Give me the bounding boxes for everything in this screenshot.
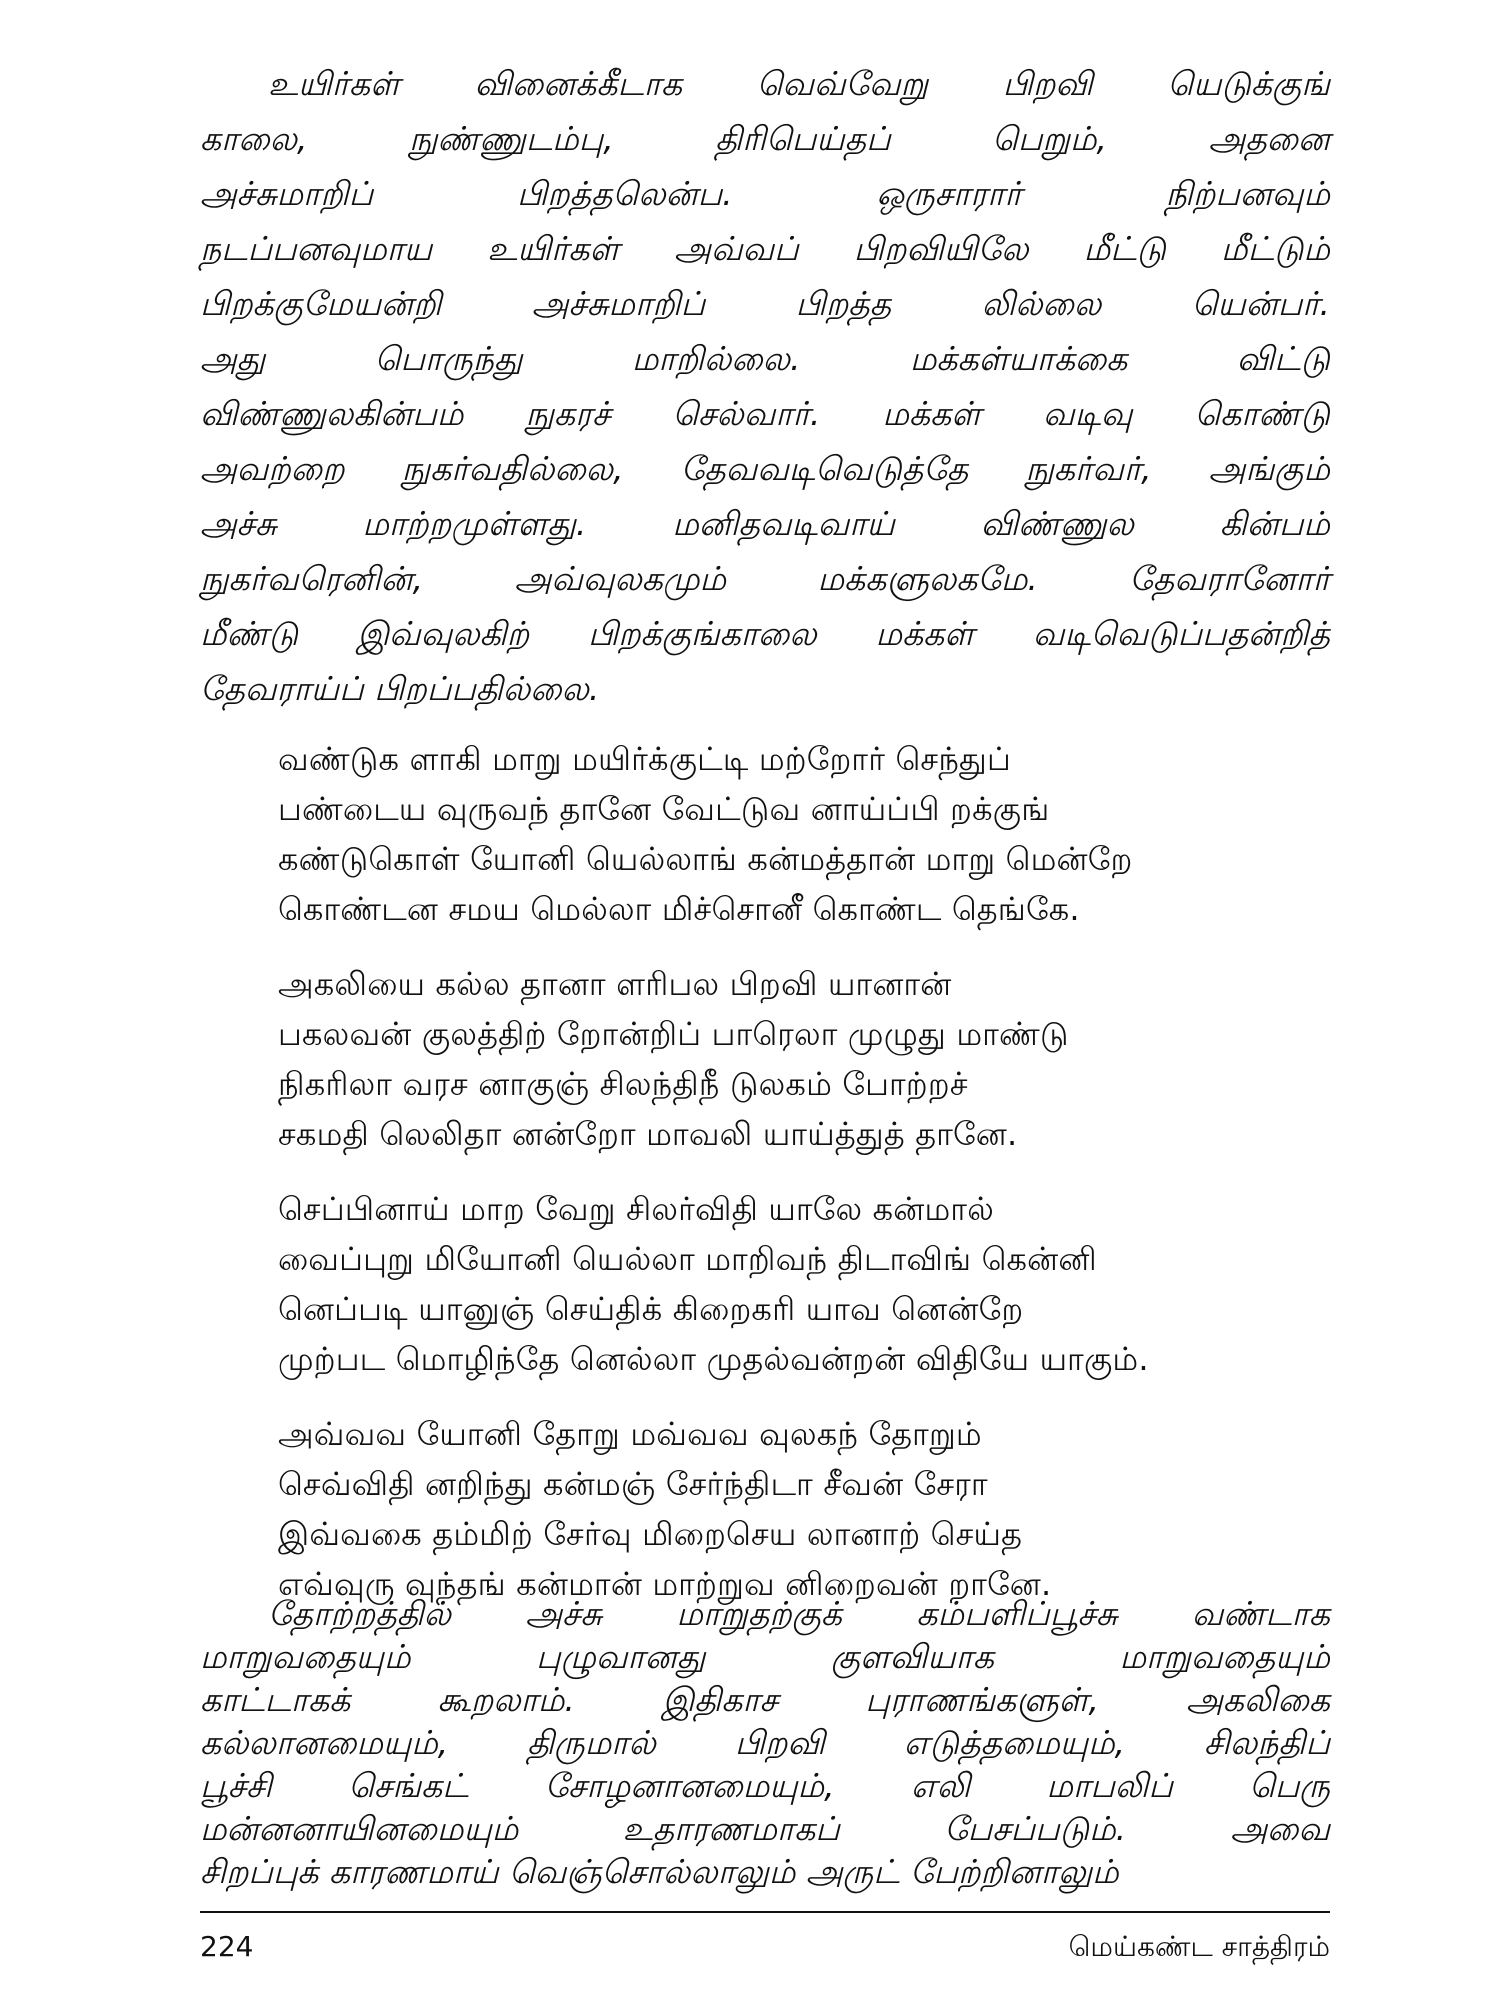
paragraph-2-line-4: கல்லானமையும், திருமால் பிறவி எடுத்தமையும், சிலந்திப் — [200, 1723, 1330, 1762]
verse-2-line-2: பகலவன் குலத்திற் றோன்றிப் பாரெலா முழுது மாண்டு — [278, 1015, 1069, 1053]
verse-3-line-1: செப்பினாய் மாற வேறு சிலர்விதி யாலே கன்மால் — [278, 1190, 994, 1228]
verse-4-line-3: இவ்வகை தம்மிற் சேர்வு மிறைசெய லானாற் செய்த — [278, 1515, 1023, 1553]
verse-1-line-1: வண்டுக ளாகி மாறு மயிர்க்குட்டி மற்றோர் செந்துப் — [278, 740, 1012, 778]
paragraph-1-line-4: நடப்பனவுமாய உயிர்கள் அவ்வப் பிறவியிலே மீட்டு மீட்டும் — [200, 229, 1330, 268]
paragraph-1-line-7: விண்ணுலகின்பம் நுகரச் செல்வார். மக்கள் வடிவு கொண்டு — [200, 394, 1330, 433]
verse-4-line-4: எவ்வுரு வுந்தங் கன்மான் மாற்றுவ னிறைவன் றானே. — [278, 1565, 1052, 1603]
book-title: மெய்கண்ட சாத்திரம் — [1068, 1930, 1330, 1963]
paragraph-1-line-9: அச்சு மாற்றமுள்ளது. மனிதவடிவாய் விண்ணுல கின்பம் — [200, 504, 1330, 543]
paragraph-2-line-3: காட்டாகக் கூறலாம். இதிகாச புராணங்களுள், அகலிகை — [200, 1680, 1330, 1719]
verse-3-line-4: முற்பட மொழிந்தே னெல்லா முதல்வன்றன் விதியே யாகும். — [278, 1340, 1149, 1378]
verse-2-line-4: சகமதி லெலிதா னன்றோ மாவலி யாய்த்துத் தானே. — [278, 1115, 1018, 1153]
verse-4-line-2: செவ்விதி னறிந்து கன்மஞ் சேர்ந்திடா சீவன் சேரா — [278, 1465, 988, 1503]
paragraph-1-line-1: உயிர்கள் வினைக்கீடாக வெவ்வேறு பிறவி யெடுக்குங் — [268, 64, 1330, 103]
paragraph-1-line-10: நுகர்வரெனின், அவ்வுலகமும் மக்களுலகமே. தேவரானோர் — [200, 559, 1330, 598]
page-number: 224 — [200, 1930, 254, 1963]
paragraph-1-line-5: பிறக்குமேயன்றி அச்சுமாறிப் பிறத்த லில்லை யென்பர். — [200, 284, 1330, 323]
verse-3-line-2: வைப்புறு மியோனி யெல்லா மாறிவந் திடாவிங் கென்னி — [278, 1240, 1097, 1278]
verse-1-line-4: கொண்டன சமய மெல்லா மிச்சொனீ கொண்ட தெங்கே. — [278, 890, 1080, 928]
paragraph-2-line-2: மாறுவதையும் புழுவானது குளவியாக மாறுவதையும் — [200, 1637, 1330, 1676]
footer-rule — [200, 1911, 1330, 1913]
paragraph-1-line-6: அது பொருந்து மாறில்லை. மக்கள்யாக்கை விட்டு — [200, 339, 1330, 378]
verse-3-line-3: னெப்படி யானுஞ் செய்திக் கிறைகரி யாவ னென்றே — [278, 1290, 1024, 1328]
paragraph-1-line-3: அச்சுமாறிப் பிறத்தலென்ப. ஒருசாரார் நிற்பனவும் — [200, 174, 1330, 213]
paragraph-2-line-6: மன்னனாயினமையும் உதாரணமாகப் பேசப்படும். அவை — [200, 1809, 1330, 1848]
paragraph-2-line-1: தோற்றத்தில் அச்சு மாறுதற்குக் கம்பளிப்பூச்சு வண்டாக — [268, 1594, 1330, 1633]
verse-2-line-3: நிகரிலா வரச னாகுஞ் சிலந்திநீ டுலகம் போற்றச் — [278, 1065, 968, 1103]
paragraph-2-line-7: சிறப்புக் காரணமாய் வெஞ்சொல்லாலும் அருட் பேற்றினாலும் — [200, 1852, 1119, 1891]
verse-1-line-3: கண்டுகொள் யோனி யெல்லாங் கன்மத்தான் மாறு மென்றே — [278, 840, 1133, 878]
paragraph-1-line-8: அவற்றை நுகர்வதில்லை, தேவவடிவெடுத்தே நுகர்வர், அங்கும் — [200, 449, 1330, 488]
verse-1-line-2: பண்டைய வுருவந் தானே வேட்டுவ னாய்ப்பி றக்குங் — [278, 790, 1050, 828]
paragraph-2-line-5: பூச்சி செங்கட் சோழனானமையும், எலி மாபலிப் பெரு — [200, 1766, 1330, 1805]
paragraph-1-line-2: காலை, நுண்ணுடம்பு, திரிபெய்தப் பெறும், அதனை — [200, 119, 1330, 158]
paragraph-1-line-11: மீண்டு இவ்வுலகிற் பிறக்குங்காலை மக்கள் வடிவெடுப்பதன்றித் — [200, 614, 1330, 653]
paragraph-1-line-12: தேவராய்ப் பிறப்பதில்லை. — [200, 669, 600, 708]
verse-2-line-1: அகலியை கல்ல தானா ளரிபல பிறவி யானான் — [278, 965, 952, 1003]
verse-4-line-1: அவ்வவ யோனி தோறு மவ்வவ வுலகந் தோறும் — [278, 1415, 982, 1453]
